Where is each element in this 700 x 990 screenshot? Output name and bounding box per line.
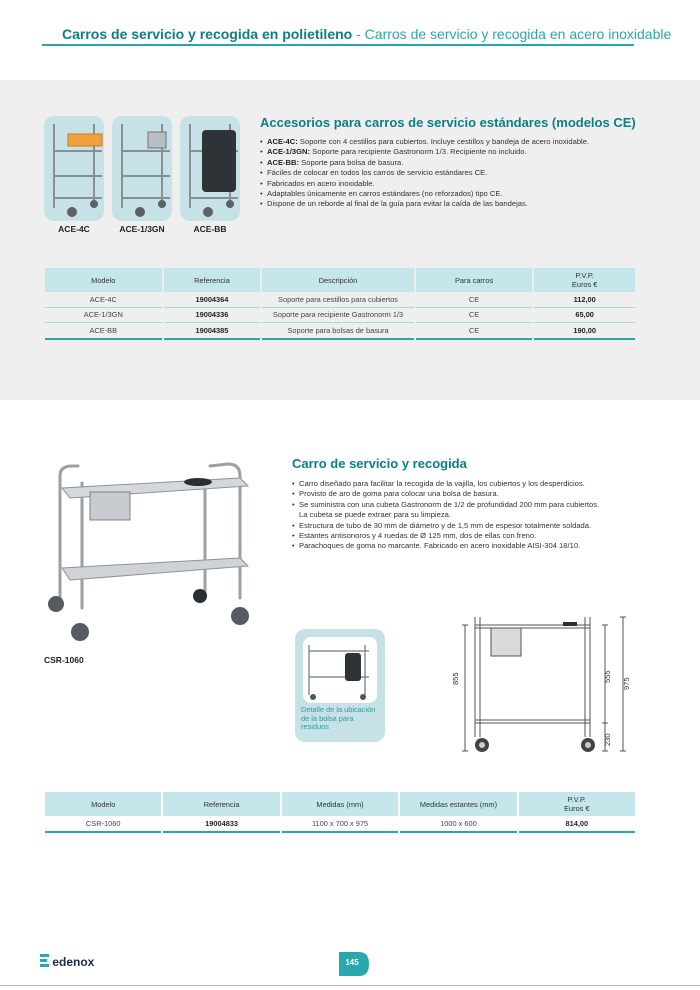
bullet-item: • Adaptables únicamente en carros estándares (no reforzados) tipo CE. (260, 189, 589, 199)
bullet-continuation: La cubeta se puede extraer para su limpieza. (299, 510, 451, 520)
footer-rule (0, 985, 700, 986)
bullet-item: • Estantes antisonoros y 4 ruedas de Ø 125 mm, dos de ellas con freno. (292, 531, 599, 541)
col-header: Referencia (163, 792, 279, 816)
ace-4c-image (44, 116, 104, 221)
header-title-separator: - (352, 26, 365, 42)
table-row: ACE-4C 19004364 Soporte para cestillos para cubiertos CE 112,00 (45, 292, 635, 308)
thumb-label-ace-4c: ACE-4C (58, 224, 90, 234)
thumb-label-ace-bb: ACE-BB (193, 224, 227, 234)
col-header-price: P.V.P. Euros € (534, 268, 635, 292)
thumb-label-ace-1-3gn: ACE-1/3GN (119, 224, 165, 234)
bullet-item: • Dispone de un reborde al final de la guía para evitar la caída de las bandejas. (260, 199, 589, 209)
header-title-main: Carros de servicio y recogida en polietileno (62, 26, 353, 42)
dim-975: 975 (622, 677, 631, 690)
bullet-item: • Estructura de tubo de 30 mm de diámetro y de 1,5 mm de espesor totalmente soldada. (292, 521, 599, 531)
header-title-sub: Carros de servicio y recogida en acero inoxidable (364, 26, 672, 42)
col-header: Medidas (mm) (282, 792, 398, 816)
bullet-item: • ACE-4C: Soporte con 4 cestillos para cubiertos. Incluye cestillos y bandeja de acero inoxidable. (260, 137, 589, 147)
bag-detail-caption: Detalle de la ubicación de la bolsa para residuos (301, 705, 376, 732)
dim-855: 855 (451, 672, 460, 685)
bullet-item: • ACE-BB: Soporte para bolsa de basura. (260, 158, 589, 168)
table-row: ACE-1/3GN 19004336 Soporte para recipiente Gastronorm 1/3 CE 65,00 (45, 308, 635, 324)
col-header: Medidas estantes (mm) (400, 792, 516, 816)
header-rule (42, 44, 634, 46)
table-row: CSR-1060 19004833 1100 x 700 x 975 1000 x 600 814,00 (45, 816, 635, 833)
col-header: Referencia (164, 268, 261, 292)
cart-title: Carro de servicio y recogida (292, 456, 467, 471)
page-header (62, 26, 671, 42)
col-header-price: P.V.P. Euros € (519, 792, 635, 816)
accessories-bullets (260, 137, 589, 210)
ace-1-3gn-image (112, 116, 172, 221)
bullet-item: • Provisto de aro de goma para colocar una bolsa de basura. (292, 489, 599, 499)
table-row: ACE-BB 19004385 Soporte para bolsas de basura CE 190,00 (45, 323, 635, 340)
accessories-price-table (43, 268, 637, 340)
bullet-item: • Parachoques de goma no marcante. Fabricado en acero inoxidable AISI-304 18/10. (292, 541, 599, 551)
cart-bullets (292, 479, 599, 552)
csr-1060-label: CSR-1060 (44, 655, 84, 665)
csr-1060-image (40, 458, 255, 648)
page-number-badge (335, 950, 371, 983)
bullet-item: • Fabricados en acero inoxidable. (260, 179, 589, 189)
bullet-item: • Fáciles de colocar en todos los carros de servicio estándares CE. (260, 168, 589, 178)
bullet-item: • ACE-1/3GN: Soporte para recipiente Gastronorm 1/3. Recipiente no incluido. (260, 147, 589, 157)
dimension-drawing (445, 605, 645, 760)
dim-230: 230 (603, 733, 612, 746)
col-header: Modelo (45, 268, 162, 292)
ace-bb-image (180, 116, 240, 221)
accessories-title: Accesorios para carros de servicio estándares (modelos CE) (260, 115, 636, 130)
edenox-logo (40, 954, 94, 969)
bullet-item: • Se suministra con una cubeta Gastronorm de 1/2 de profundidad 200 mm para cubiertos. (292, 500, 599, 510)
edenox-mark-icon (40, 954, 49, 968)
col-header: Modelo (45, 792, 161, 816)
cart-price-table (43, 792, 637, 833)
bullet-item: • Carro diseñado para facilitar la recogida de la vajilla, los cubiertos y los desperdicios. (292, 479, 599, 489)
dim-555: 555 (603, 670, 612, 683)
col-header: Descripción (262, 268, 413, 292)
brand-name: edenox (52, 955, 95, 969)
page-number: 145 (345, 958, 359, 967)
col-header: Para carros (416, 268, 533, 292)
